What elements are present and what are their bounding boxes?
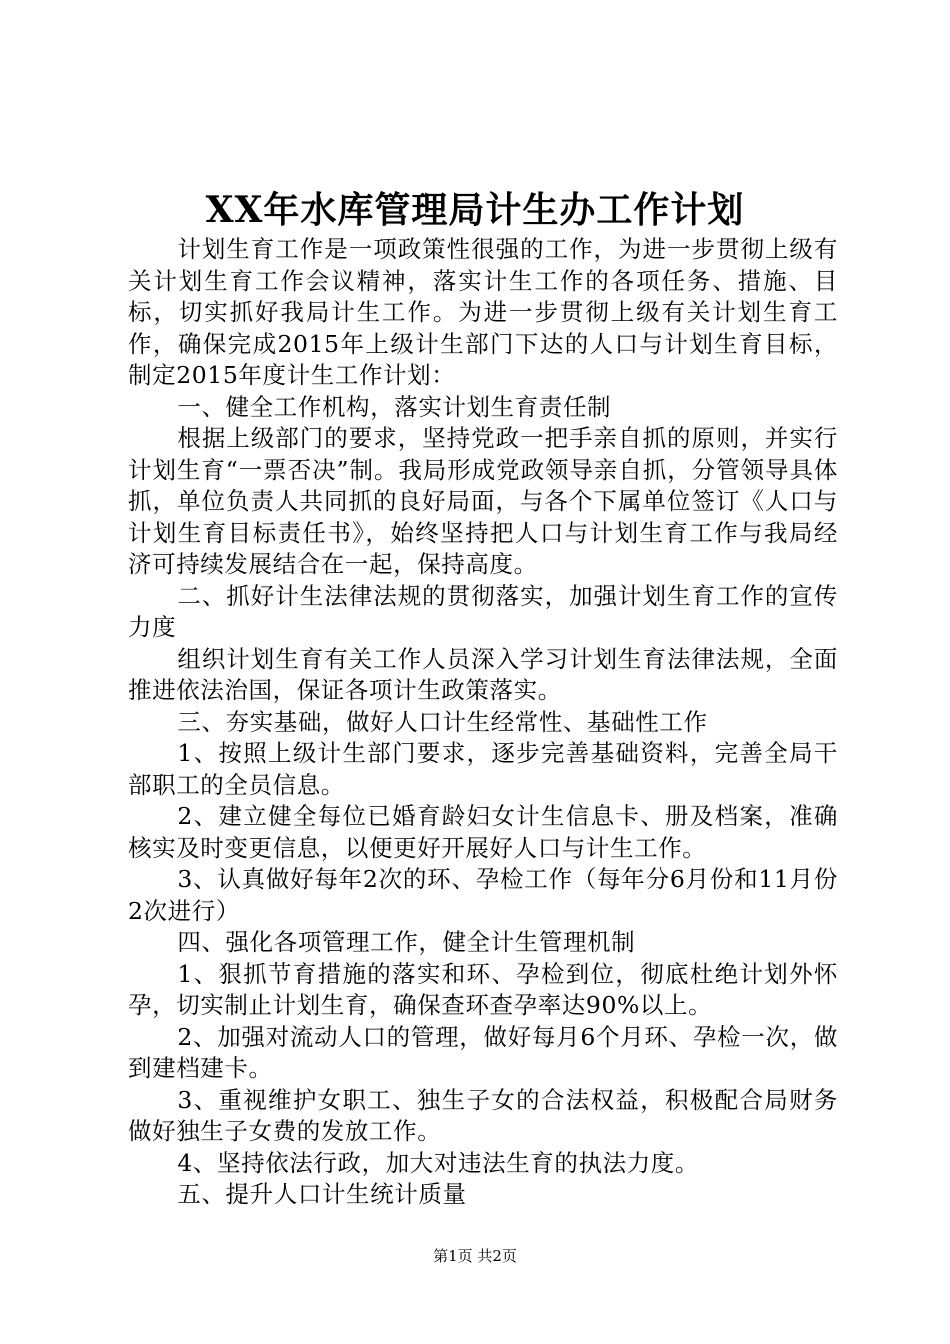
list-item: 4、坚持依法行政，加大对违法生育的执法力度。 <box>177 1148 699 1177</box>
intro-paragraph: 计划生育工作是一项政策性很强的工作，为进一步贯彻上级有关计划生育工作会议精神，落实计生工作的各项任务、措施、目标，切实抓好我局计生工作。为进一步贯彻上级有关计划生育工作，确保完成2015年上级计生部门下达的人口与计划生育目标，制定2015年度计生工作计划： <box>128 235 838 389</box>
section-heading-5: 五、提升人口计生统计质量 <box>177 1180 467 1208</box>
list-item: 3、重视维护女职工、独生子女的合法权益，积极配合局财务做好独生子女费的发放工作。 <box>128 1085 838 1145</box>
list-item: 3、认真做好每年2次的环、孕检工作（每年分6月份和11月份2次进行） <box>128 865 838 925</box>
section-heading-3: 三、夯实基础，做好人口计生经常性、基础性工作 <box>177 707 708 736</box>
section-heading-2: 二、抓好计生法律法规的贯彻落实，加强计划生育工作的宣传力度 <box>128 581 838 641</box>
body-paragraph: 根据上级部门的要求，坚持党政一把手亲自抓的原则，并实行计划生育“一票否决”制。我局形成党政领导亲自抓，分管领导具体抓，单位负责人共同抓的良好局面，与各个下属单位签订《人口与计划生育目标责任书》，始终坚持把人口与计划生育工作与我局经济可持续发展结合在一起，保持高度。 <box>128 424 838 578</box>
document-body <box>128 234 838 1211</box>
document-title: XX年水库管理局计生办工作计划 <box>205 189 745 231</box>
list-item: 2、加强对流动人口的管理，做好每月6个月环、孕检一次，做到建档建卡。 <box>128 1022 838 1082</box>
page-number-footer: 第1页 共2页 <box>433 1247 517 1265</box>
list-item: 1、按照上级计生部门要求，逐步完善基础资料，完善全局干部职工的全员信息。 <box>128 739 838 799</box>
section-heading-1: 一、健全工作机构，落实计划生育责任制 <box>177 392 612 421</box>
section-heading-4: 四、强化各项管理工作，健全计生管理机制 <box>177 928 636 956</box>
list-item: 2、建立健全每位已婚育龄妇女计生信息卡、册及档案，准确核实及时变更信息，以便更好开展好人口与计生工作。 <box>128 802 838 862</box>
body-paragraph: 组织计划生育有关工作人员深入学习计划生育法律法规，全面推进依法治国，保证各项计生政策落实。 <box>128 644 838 704</box>
list-item: 1、狠抓节育措施的落实和环、孕检到位，彻底杜绝计划外怀孕，切实制止计划生育，确保查环查孕率达90%以上。 <box>128 959 838 1019</box>
